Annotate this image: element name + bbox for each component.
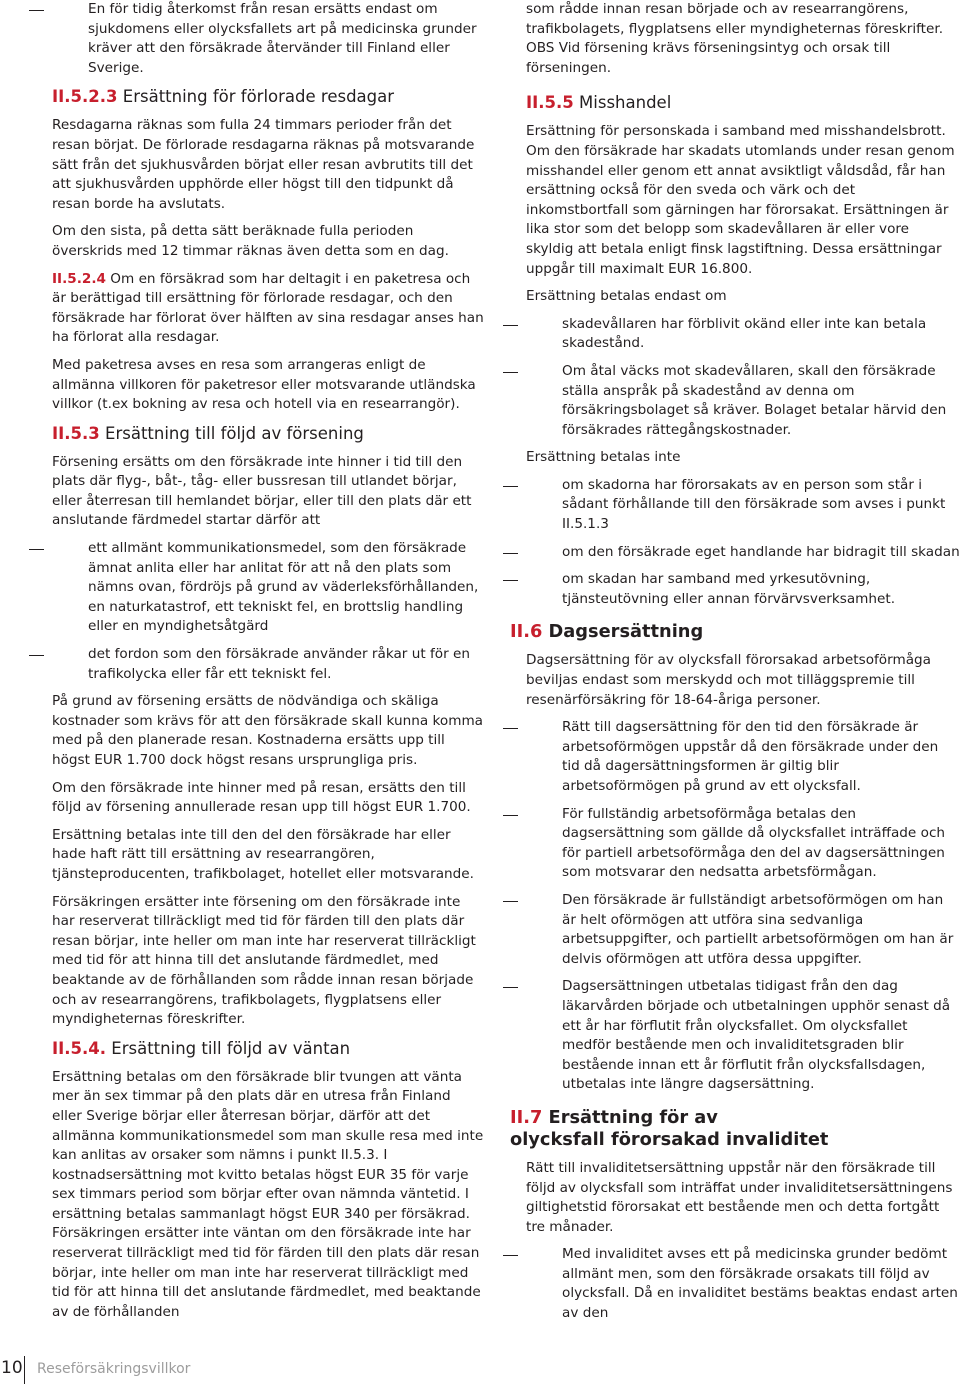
list-item: det fordon som den försäkrade använder råkar ut för en trafikolycka eller får ett tekniskt fel. (52, 645, 484, 684)
page-footer (0, 1356, 400, 1386)
paragraph: Dagsersättning för av olycksfall förorsakad arbetsoförmåga beviljas endast som merskydd och mot tilläggspremie till resenärförsäkring för 18-64-åriga personer. (526, 652, 932, 708)
paragraph: Försening ersätts om den försäkrade inte hinner i tid till den plats där flyg-, båt-, tåg- eller bussresan till utlandet börjar, eller återresan till hemlandet börjar, eller till den plats där ett anslutande färdmedel startar därför att (52, 453, 472, 529)
paragraph: Försäkringen ersätter inte försening om den försäkrade inte har reserverat tillräckligt med tid för färden till den plats där resan börjar, inte heller om man inte har reserverat tillräckligt med tid för att hinna till det anslutande färdmedlet, med beaktande av de förhållanden som rådde innan resan började och av researrangörens, trafikbolagets, flygplatsens eller myndigheternas föreskrifter. (52, 893, 476, 1028)
paragraph: Ersättning för personskada i samband med misshandelsbrott. Om den försäkrade har skadats utomlands under resan genom misshandel eller genom ett annat avsiktligt våldsdåd, får han ersättning också för den sveda och värk och det inkomstbortfall som gärningen har förorsakat. Ersättningen är lika stor som det belopp som skadevållaren är eller vore skyldig att betala enligt finsk lagstiftning. Dessa ersättningar uppgår till maximalt EUR 16.800. (526, 123, 955, 277)
list-item: Med invaliditet avses ett på medicinska grunder bedömt allmänt men, som den försäkrade orsakats till följd av olycksfall. Då en invaliditet bestäms beaktas endast arten av den (526, 1245, 960, 1323)
paragraph: Om den sista, på detta sätt beräknade fulla perioden överskrids med 12 timmar räknas även detta som en dag. (52, 223, 449, 259)
bullet-early-return: En för tidig återkomst från resan ersätts endast om sjukdomens eller olycksfallets art på medicinska grunder kräver att den försäkrade återvänder till Finland eller Sverige. (52, 0, 484, 78)
paragraph: Om den försäkrade inte hinner med på resan, ersätts den till följd av försening annullerade resan upp till högst EUR 1.700. (52, 779, 471, 816)
paragraph: Med paketresa avses en resa som arrangeras enligt de allmänna villkoren för paketresor eller motsvarande utländska villkor (t.ex bokning av resa och hotell via en researrangör). (52, 356, 476, 413)
inline-section-number: II.5.2.4 (52, 270, 106, 287)
page-number: 10 (1, 1358, 23, 1378)
heading-assault (526, 92, 960, 114)
paragraph: På grund av försening ersätts de nödvändiga och skäliga kostnader som krävs för att den försäkrade skall kunna komma med på den planerade resan. Kostnaderna ersätts upp till högst EUR 1.700 dock högst resans ursprungliga pris. (52, 693, 484, 768)
list-item: om skadan har samband med yrkesutövning, tjänsteutövning eller annan förvärvsverksamhet. (526, 570, 960, 609)
list-item: skadevållaren har förblivit okänd eller inte kan betala skadestånd. (526, 315, 960, 354)
right-column (510, 0, 960, 1332)
heading-text: Ersättning till följd av försening (99, 423, 364, 443)
heading-text: Misshandel (573, 93, 672, 113)
heading-number: II.7 (510, 1106, 543, 1128)
heading-disability (510, 1107, 960, 1151)
footer-divider (24, 1356, 25, 1384)
heading-number: II.5.3 (52, 423, 100, 443)
paragraph: Ersättning betalas inte (526, 449, 681, 466)
list-item: Om åtal väcks mot skadevållaren, skall den försäkrade ställa anspråk på skadestånd av denna om försäkringsbolaget så kräver. Bolaget betalar härvid den försäkrades rättegångskostnader. (526, 362, 960, 440)
heading-text: Dagsersättning (542, 621, 704, 643)
heading-number: II.5.4. (52, 1038, 107, 1058)
paragraph: Ersättning betalas inte till den del den försäkrade har eller hade haft rätt till ersättning av researrangören, tjänsteproducenten, trafikbolaget, hotellet eller motsvarande. (52, 826, 474, 882)
heading-number: II.6 (510, 621, 543, 643)
heading-text-line-1: Ersättning för av (542, 1106, 718, 1128)
paragraph (52, 270, 484, 348)
list-item: ett allmänt kommunikationsmedel, som den försäkrade ämnat anlita eller har anlitat för att nå den plats som nämns ovan, fördröjs på grund av väderleksförhållanden, en naturkatastrof, ett tekniskt fel, en brottslig handling eller en myndighetsåtgärd (52, 539, 484, 637)
heading-delay (52, 423, 484, 445)
heading-waiting (52, 1038, 484, 1060)
list-item: För fullständig arbetsoförmåga betalas den dagsersättning som gällde då olycksfallet inträffade och för partiell arbetsoförmåga den del av dagsersättningen som motsvarar den nedsatta arbetsförmågan. (526, 805, 960, 883)
document-name: Reseförsäkringsvillkor (37, 1361, 191, 1377)
list-item: Den försäkrade är fullständigt arbetsoförmögen om han är helt oförmögen att utföra sina sedvanliga arbetsuppgifter, och partiellt arbetsoförmögen om han är delvis oförmögen att utföra dessa uppgifter. (526, 891, 960, 969)
paragraph: Ersättning betalas om den försäkrade blir tvungen att vänta mer än sex timmar på den plats där en utresa från Finland eller Sverige börjar eller återresan börjar, därför att det allmänna kommunikationsmedel som man skulle resa med inte kan anlitas av orsaker som nämns i punkt II.5.3. I kostnadsersättning mot kvitto betalas högst EUR 35 för varje sex timmars period som börjar efter ovan nämnda väntetid. I ersättning betalas sammanlagt högst EUR 340 per försäkrad. Försäkringen ersätter inte väntan om den försäkrade inte har reserverat tillräckligt med tid för färden till den plats där resan börjar, inte heller om man inte har reserverat tillräckligt med tid för att hinna till det anslutande färdmedlet, med beaktande av de förhållanden (52, 1068, 484, 1320)
left-column (52, 0, 484, 1330)
paragraph: som rådde innan resan började och av researrangörens, trafikbolagets, flygplatsens eller myndigheternas föreskrifter. OBS Vid försening krävs förseningsintyg och orsak till förseningen. (526, 1, 944, 76)
heading-text: Ersättning till följd av väntan (106, 1038, 351, 1058)
list-item: om skadorna har förorsakats av en person som står i sådant förhållande till den försäkrade som avses i punkt II.5.1.3 (526, 476, 960, 535)
heading-number: II.5.5 (526, 93, 574, 113)
paragraph-text: Om en försäkrad som har deltagit i en paketresa och är berättigad till ersättning för förlorade resdagar, och den försäkrade har förlorat över hälften av sina resdagar anses han ha förlorat alla resdagar. (52, 270, 484, 346)
list-item: om den försäkrade eget handlande har bidragit till skadan (526, 543, 960, 563)
list-item: Dagsersättningen utbetalas tidigast från den dag läkarvården började och utbetalningen upphör senast då ett år har förflutit från olycksfallet. Om olycksfallet medför bestående men och invaliditetsgraden blir bestående innan ett år förflutit från olycksfallsdagen, utbetalas inte längre dagsersättning. (526, 977, 960, 1095)
heading-text: Ersättning för förlorade resdagar (117, 87, 395, 107)
paragraph: Ersättning betalas endast om (526, 288, 727, 305)
heading-daily-allowance (510, 621, 960, 643)
heading-lost-travel-days (52, 86, 484, 108)
paragraph: Resdagarna räknas som fulla 24 timmars perioder från det resan börjat. De förlorade resdagarna räknas på motsvarande sätt från det sjukhusvården börjat eller resan avbrutits till det att sjukhusvården upphörde eller högst till den tidpunkt då resan borde ha avslutats. (52, 117, 475, 212)
paragraph: Rätt till invaliditetsersättning uppstår när den försäkrade till följd av olycksfall som inträffat under invaliditetsersättningens giltighetstid förorsakat ett bestående men och detta fortgått tre månader. (526, 1159, 953, 1235)
heading-number: II.5.2.3 (52, 87, 118, 107)
list-item: Rätt till dagsersättning för den tid den försäkrade är arbetsoförmögen uppstår då den försäkrade under den tid då dagersättningsformen är giltig blir arbetsoförmögen på grund av ett olycksfall. (526, 718, 960, 796)
heading-text-line-2: olycksfall förorsakad invaliditet (510, 1128, 829, 1150)
